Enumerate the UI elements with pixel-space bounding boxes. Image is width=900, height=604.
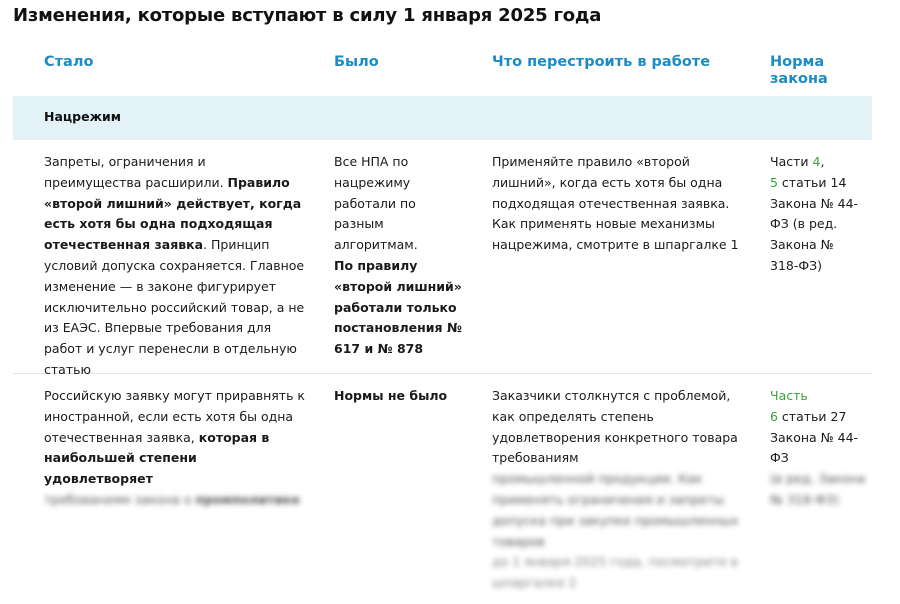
bold-text: которая в наибольшей степени удовлетворяет [44, 429, 270, 487]
bold-text: Нормы не было [334, 388, 448, 403]
column-header-rebuild: Что перестроить в работе [492, 54, 711, 70]
column-header-became: Стало [44, 54, 94, 70]
text: Части [770, 154, 813, 169]
table-row [13, 140, 872, 377]
text: Все НПА по нацрежиму работали по разным алгоритмам. [334, 154, 418, 253]
blurred-text: до 1 января 2025 года, посмотрите в шпаргалке 2 [492, 554, 739, 591]
section-label: Нацрежим [44, 109, 122, 124]
column-header-was: Было [334, 54, 379, 70]
text: требованиям закона о [44, 491, 196, 507]
blurred-text [44, 490, 306, 511]
text: Запреты, ограничения и преимущества расширили. [44, 154, 228, 190]
text: статьи 27 Закона № 44-ФЗ [770, 408, 859, 466]
text: статьи 14 Закона № 44-ФЗ (в ред. Закона № 318-ФЗ) [770, 174, 859, 273]
law-part-link[interactable]: 6 [770, 408, 778, 424]
cell-became [44, 386, 306, 511]
text: Российскую заявку могут приравнять к иностранной, если есть хотя бы одна отечественная заявка, [44, 388, 305, 445]
text: Заказчики столкнутся с проблемой, как определять степень удовлетворения конкретного товара требованиям [492, 388, 738, 466]
table-row [13, 374, 872, 604]
cell-rebuild: Применяйте правило «второй лишний», когда есть хотя бы одна подходящая отечественная заявка. Как применять новые механизмы нацрежима, смотрите в шпаргалке 1 [492, 154, 739, 253]
changes-table [13, 48, 872, 591]
cell-was [334, 152, 469, 360]
cell-became [44, 152, 306, 381]
bold-text: промполитике [195, 491, 300, 507]
blurred-text: промышленной продукции. Как применять ограничения и запреты допуска при закупке промышленных товаров [492, 471, 739, 549]
column-header-law: Норма закона [770, 54, 828, 87]
cell-law [770, 386, 866, 511]
law-part-link[interactable]: 5 [770, 174, 778, 190]
cell-was [334, 386, 469, 407]
law-part-link[interactable]: Часть [770, 388, 808, 403]
section-row [13, 96, 872, 140]
page-title: Изменения, которые вступают в силу 1 января 2025 года [13, 5, 602, 26]
cell-law [770, 152, 866, 277]
cell-rebuild [492, 386, 754, 594]
table-header-row [13, 48, 872, 96]
law-part-link[interactable]: 4 [812, 154, 821, 169]
bold-text: По правилу «второй лишний» работали только постановления № 617 и № 878 [334, 257, 462, 357]
text: , [820, 154, 825, 169]
bold-text: Правило «второй лишний» действует, когда есть хотя бы одна подходящая отечественная заявка [44, 174, 302, 253]
text: . Принцип условий допуска сохраняется. Главное изменение — в законе фигурирует исключительно российский товар, а не из ЕАЭС. Впервые требования для работ и услуг перенесли в отдельную статью [44, 237, 305, 377]
blurred-text: (в ред. Закона № 318-ФЗ) [770, 471, 866, 507]
